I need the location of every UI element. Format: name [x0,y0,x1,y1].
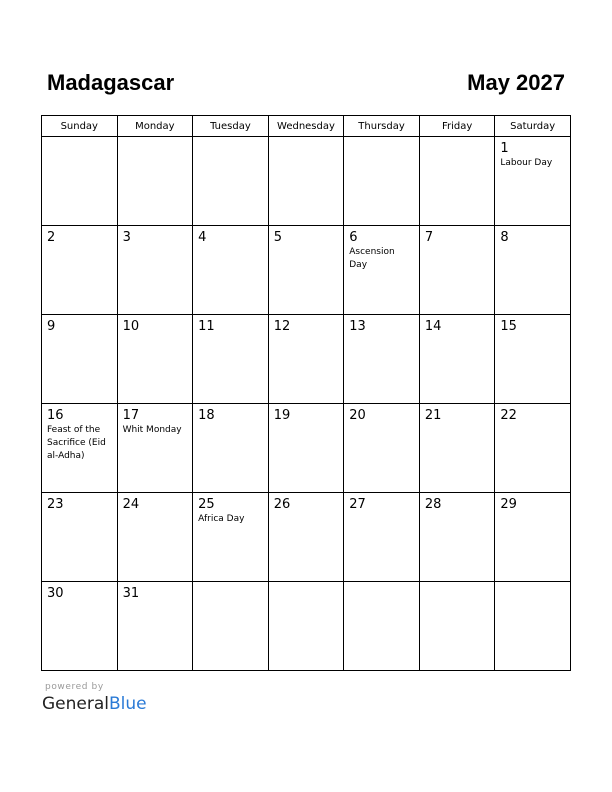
day-cell[interactable] [117,582,193,671]
day-number: 20 [349,408,366,423]
day-number: 4 [198,230,207,245]
day-number: 2 [47,230,56,245]
day-cell[interactable] [268,404,344,493]
day-cell [268,582,344,671]
day-number: 3 [122,230,131,245]
day-cell[interactable] [117,226,193,315]
day-cell[interactable] [419,226,495,315]
day-cell [193,137,269,226]
day-cell[interactable] [344,404,420,493]
day-cell[interactable] [268,226,344,315]
holiday-label: Whit Monday [122,425,182,435]
holiday-label: Ascension Day [349,247,395,270]
day-number: 23 [47,497,64,512]
day-cell[interactable] [344,493,420,582]
day-cell[interactable] [193,404,269,493]
day-number: 29 [500,497,517,512]
day-number: 31 [122,586,140,601]
week-row [42,493,571,582]
day-number: 19 [273,408,291,423]
weekday-header-row [42,116,571,137]
day-number: 26 [273,497,291,512]
day-number: 6 [349,230,358,245]
day-number: 11 [198,319,215,334]
day-cell[interactable] [117,493,193,582]
day-number: 30 [47,586,64,601]
day-cell [117,137,193,226]
day-number: 14 [424,319,442,334]
day-number: 15 [500,319,517,334]
day-cell [495,582,571,671]
country-title: Madagascar [47,70,175,95]
weekday-header: Sunday [42,116,118,137]
brand-blue-text: Blue [109,694,147,714]
holiday-label: Labour Day [500,158,553,168]
day-cell[interactable] [495,404,571,493]
day-number: 25 [198,497,215,512]
day-cell[interactable] [193,226,269,315]
day-number: 21 [424,408,442,423]
holiday-label: Feast of the Sacrifice (Eid al-Adha) [47,425,106,461]
day-number: 18 [198,408,215,423]
day-cell[interactable] [344,226,420,315]
week-row [42,226,571,315]
week-row [42,137,571,226]
week-row [42,404,571,493]
day-number: 8 [500,230,509,245]
day-number: 7 [424,230,434,245]
day-cell[interactable] [42,315,118,404]
day-cell [419,137,495,226]
day-cell[interactable] [117,404,193,493]
day-number: 17 [122,408,140,423]
day-number: 13 [349,319,366,334]
day-number: 27 [349,497,366,512]
week-row [42,315,571,404]
day-cell[interactable] [268,315,344,404]
day-number: 22 [500,408,517,423]
day-cell[interactable] [495,493,571,582]
day-cell[interactable] [268,493,344,582]
day-cell[interactable] [117,315,193,404]
day-number: 16 [47,408,64,423]
day-number: 10 [122,319,140,334]
day-cell [268,137,344,226]
weekday-header: Wednesday [268,116,344,137]
day-cell [344,582,420,671]
day-cell[interactable] [42,493,118,582]
day-cell[interactable] [42,404,118,493]
generalblue-logo[interactable] [42,694,147,714]
day-number: 9 [47,319,56,334]
day-number: 1 [500,141,509,156]
powered-by-label: powered by [45,682,104,692]
day-number: 5 [273,230,282,245]
day-cell[interactable] [419,493,495,582]
day-cell[interactable] [193,315,269,404]
day-cell [344,137,420,226]
weekday-header: Monday [117,116,193,137]
day-cell[interactable] [495,226,571,315]
weekday-header: Saturday [495,116,571,137]
day-number: 12 [273,319,291,334]
footer-branding [42,682,147,714]
calendar-grid [41,115,571,671]
brand-general-text: General [42,694,109,714]
day-cell [193,582,269,671]
week-row [42,582,571,671]
weekday-header: Thursday [344,116,420,137]
day-cell[interactable] [42,582,118,671]
day-cell[interactable] [419,404,495,493]
holiday-label: Africa Day [198,514,245,524]
month-year-title: May 2027 [467,70,565,95]
day-cell[interactable] [495,315,571,404]
day-cell [419,582,495,671]
day-cell[interactable] [419,315,495,404]
weekday-header: Friday [419,116,495,137]
day-cell[interactable] [193,493,269,582]
weekday-header: Tuesday [193,116,269,137]
day-number: 24 [122,497,140,512]
day-cell[interactable] [344,315,420,404]
day-cell [42,137,118,226]
day-number: 28 [424,497,442,512]
day-cell[interactable] [495,137,571,226]
day-cell[interactable] [42,226,118,315]
